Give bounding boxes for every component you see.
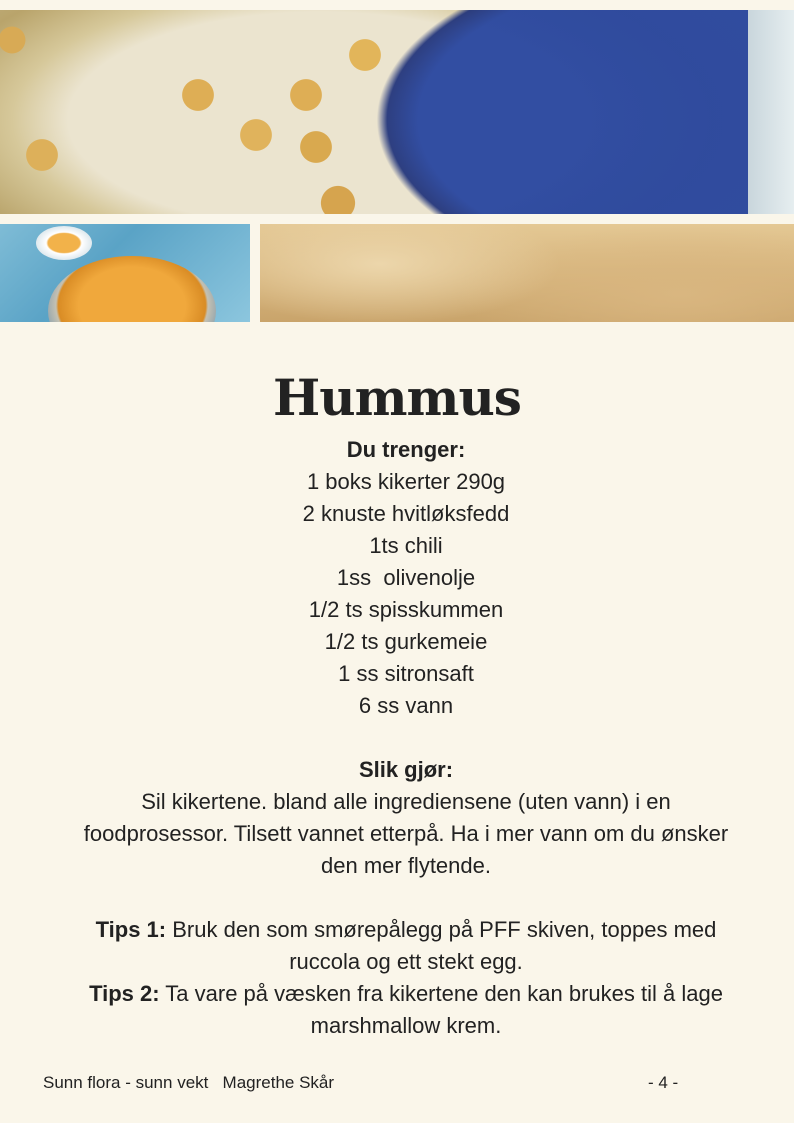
method-section — [80, 754, 732, 882]
ingredients-section — [80, 434, 732, 722]
ingredient-item: 1ts chili — [369, 533, 443, 558]
hummus-bowl-photo — [0, 10, 794, 214]
tip-1 — [80, 914, 732, 978]
recipe-title: Hummus — [273, 368, 521, 427]
method-heading: Slik gjør: — [358, 757, 454, 782]
tip-1-label: Tips 1: — [95, 917, 167, 942]
footer-text: Sunn flora - sunn vekt Magrethe Skår — [43, 1073, 335, 1092]
ingredient-item: 1ss olivenolje — [336, 565, 476, 590]
ingredient-item: 1 boks kikerter 290g — [306, 469, 506, 494]
ingredients-heading: Du trenger: — [346, 437, 466, 462]
tip-2 — [80, 978, 732, 1042]
tip-2-label: Tips 2: — [89, 981, 160, 1006]
ingredient-item: 6 ss vann — [358, 693, 454, 718]
hummus-closeup-photo — [260, 224, 794, 322]
ingredient-item: 1/2 ts gurkemeie — [324, 629, 488, 654]
ingredient-item: 1 ss sitronsaft — [338, 661, 474, 686]
tip-2-text: Ta vare på væsken fra kikertene den kan brukes til å lage marshmallow krem. — [159, 981, 723, 1038]
ingredient-item: 2 knuste hvitløksfedd — [302, 501, 510, 526]
tip-1-text: Bruk den som smørepålegg på PFF skiven, toppes med ruccola og ett stekt egg. — [166, 917, 717, 974]
page-number: - 4 - — [648, 1073, 679, 1092]
tips-section — [80, 914, 732, 1042]
method-text: Sil kikertene. bland alle ingrediensene (uten vann) i en foodprosessor. Tilsett vannet etterpå. Ha i mer vann om du ønsker den mer flytende. — [83, 789, 729, 878]
chickpeas-bowl-photo — [0, 224, 250, 322]
ingredient-item: 1/2 ts spisskummen — [308, 597, 504, 622]
